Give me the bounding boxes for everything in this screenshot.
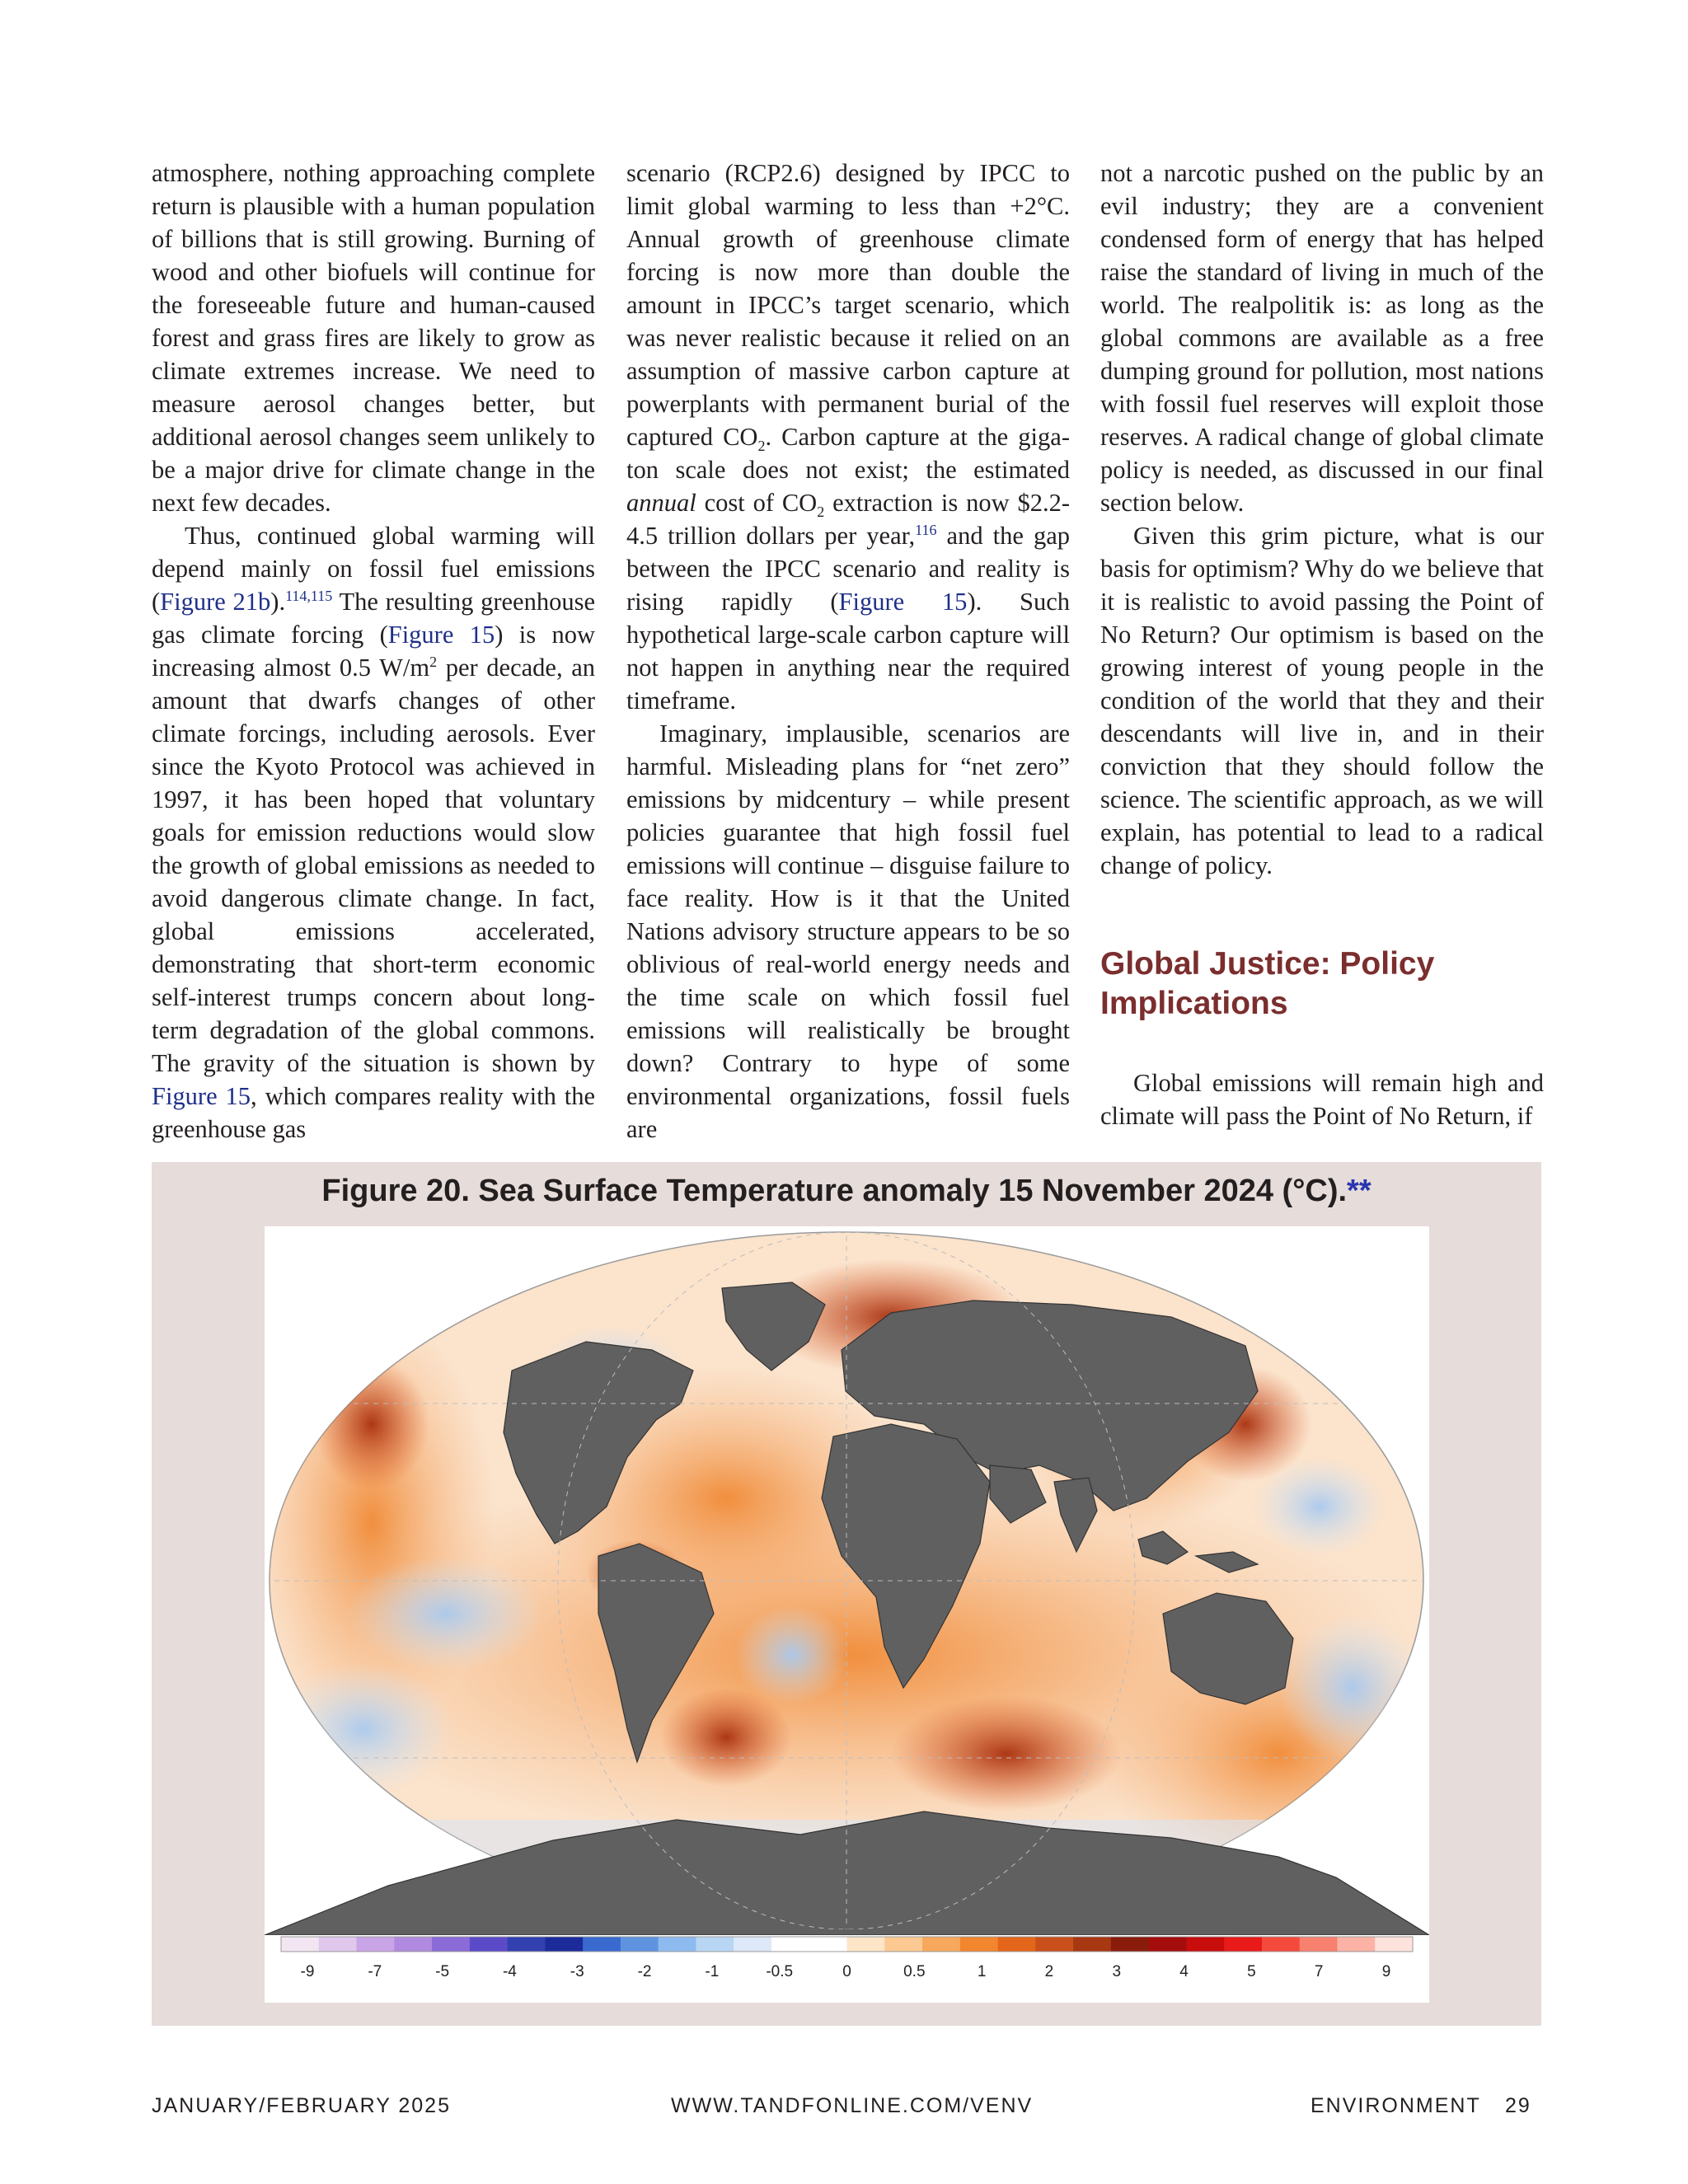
colorbar-swatches [281, 1937, 1414, 1952]
footer-url[interactable]: WWW.TANDFONLINE.COM/VENV [671, 2094, 1034, 2117]
figure-15-link[interactable]: Figure 15 [152, 1082, 251, 1110]
colorbar-swatch [1337, 1937, 1375, 1952]
colorbar-tick-label: 4 [1179, 1963, 1189, 1980]
colorbar-swatch [508, 1937, 546, 1952]
colorbar-tick-label: -9 [300, 1963, 315, 1980]
colorbar-swatch [809, 1937, 847, 1952]
colorbar-tick-label: 0.5 [903, 1963, 926, 1980]
colorbar-tick-label: -0.5 [766, 1963, 794, 1980]
colorbar [274, 1935, 1419, 1985]
text-run: cost of CO [696, 489, 818, 517]
footer-page-number: 29 [1505, 2094, 1531, 2117]
superscript: 2 [429, 653, 438, 670]
text-run: per decade, an amount that dwarfs changes of other climate forcings, including aerosols. Ever since the Kyoto Protocol was achieved in 1997, it has been hoped that voluntary goals for emission reductions would slow the growth of global emissions as needed to avoid dangerous climate change. In fact, global emissions accelerated, demonstrating that short-term economic self-interest trumps concern about long-term degradation of the global commons. The gravity of the situation is shown by [152, 654, 595, 1077]
colorbar-swatch [884, 1937, 922, 1952]
colorbar-tick-label: 0 [842, 1963, 851, 1980]
paragraph: not a narcotic pushed on the public by an evil industry; they are a convenient condensed form of energy that has helped raise the standard of living in much of the world. The realpolitik is: as long as the global commons are available as a free dumping ground for pollution, most nations with fossil fuel reserves will exploit those reserves. A radical change of global climate policy is needed, as discussed in our final section below. [1100, 159, 1544, 517]
paragraph: atmosphere, nothing approaching complete return is plausible with a human population of billions that is still growing. Burning of wood and other biofuels will continue for the foreseeable future and human-caused forest and grass fires are likely to grow as climate extremes increase. We need to measure aerosol changes better, but additional aerosol changes seem unlikely to be a major drive for climate change in the next few decades. [152, 159, 595, 517]
paragraph: Given this grim picture, what is our basis for optimism? Why do we believe that it is realistic to avoid passing the Point of No Return? Our optimism is based on the growing interest of young people in the condition of the world that they and their descendants will live in, and in their conviction that they should follow the science. The scientific approach, as we will explain, has potential to lead to a radical change of policy. [1100, 522, 1544, 879]
colorbar-swatch [998, 1937, 1036, 1952]
colorbar-swatch [771, 1937, 809, 1952]
text-run: Thus, continued global warming will depend mainly on fossil fuel emissions ( [152, 522, 595, 616]
colorbar-tick-label: 9 [1381, 1963, 1391, 1980]
footer-journal: ENVIRONMENT [1311, 2094, 1481, 2117]
colorbar-swatch [432, 1937, 470, 1952]
colorbar-swatch [470, 1937, 508, 1952]
text-run: The resulting greenhouse gas climate forcing ( [152, 588, 595, 649]
colorbar-swatch [621, 1937, 659, 1952]
world-map [265, 1226, 1429, 1935]
colorbar-tick-label: -1 [705, 1963, 720, 1980]
emphasis: annual [626, 489, 696, 517]
section-heading: Global Justice: Policy Implications [1100, 946, 1435, 1021]
colorbar-swatch [847, 1937, 885, 1952]
colorbar-tick-label: -3 [570, 1963, 584, 1980]
colorbar-ticks [301, 1963, 1391, 1980]
colorbar-swatch [357, 1937, 395, 1952]
footnote-ref[interactable]: 116 [915, 521, 937, 538]
colorbar-swatch [659, 1937, 696, 1952]
colorbar-swatch [545, 1937, 583, 1952]
colorbar-swatch [922, 1937, 960, 1952]
text-column-1 [152, 157, 595, 1146]
figure-15-link[interactable]: Figure 15 [838, 588, 968, 616]
text-column-2 [626, 157, 1070, 1146]
colorbar-swatch [696, 1937, 734, 1952]
paragraph: Global emissions will remain high and climate will pass the Point of No Return, if [1100, 1069, 1544, 1130]
text-run: and the gap between the IPCC scenario and reality is rising rapidly ( [626, 522, 1070, 616]
colorbar-tick-label: 5 [1247, 1963, 1256, 1980]
colorbar-swatch [319, 1937, 357, 1952]
colorbar-swatch [1300, 1937, 1338, 1952]
colorbar-tick-label: -4 [502, 1963, 517, 1980]
colorbar-swatch [1375, 1937, 1413, 1952]
figure-21b-link[interactable]: Figure 21b [160, 588, 271, 616]
text-run: , which compares reality with the greenhouse gas [152, 1082, 595, 1143]
colorbar-swatch [1035, 1937, 1073, 1952]
text-column-3 [1100, 157, 1544, 1132]
colorbar-swatch [734, 1937, 771, 1952]
text-run: extraction is now $2.2-4.5 trillion dollars per year, [626, 489, 1070, 550]
colorbar-tick-label: -2 [637, 1963, 652, 1980]
subscript: 2 [757, 438, 766, 455]
text-run: ). Such hypothetical large-scale carbon capture will not happen in anything near the required timeframe. [626, 588, 1070, 715]
colorbar-tick-label: 2 [1044, 1963, 1054, 1980]
colorbar-swatch [1262, 1937, 1300, 1952]
colorbar-swatch [394, 1937, 432, 1952]
text-run: scenario (RCP2.6) designed by IPCC to limit global warming to less than +2°C. Annual growth of greenhouse climate forcing is now more than double the amount in IPCC’s target scenario, which was never realistic because it relied on an assumption of massive carbon capture at powerplants with permanent burial of the captured CO [626, 159, 1070, 451]
footnote-ref[interactable]: 114,115 [285, 587, 333, 604]
text-run: . Carbon capture at the giga-ton scale does not exist; the estimated [626, 423, 1070, 484]
paragraph: Imaginary, implausible, scenarios are harmful. Misleading plans for “net zero” emissions by midcentury – while present policies guarantee that high fossil fuel emissions will continue – disguise failure to face reality. How is it that the United Nations advisory structure appears to be so oblivious of real-world energy needs and the time scale on which fossil fuel emissions will realistically be brought down? Contrary to hype of some environmental organizations, fossil fuels are [626, 719, 1070, 1143]
caption-text: Figure 20. Sea Surface Temperature anomaly 15 November 2024 (°C). [321, 1174, 1348, 1208]
figure-caption [152, 1174, 1541, 1209]
colorbar-swatch [1073, 1937, 1111, 1952]
colorbar-tick-label: -5 [435, 1963, 450, 1980]
colorbar-tick-label: -7 [368, 1963, 382, 1980]
sst-anomaly-map [265, 1226, 1429, 2003]
figure-15-link[interactable]: Figure 15 [387, 621, 495, 649]
colorbar-tick-label: 3 [1112, 1963, 1122, 1980]
caption-note-marker[interactable]: ** [1347, 1174, 1372, 1208]
colorbar-swatch [960, 1937, 998, 1952]
colorbar-swatch [1149, 1937, 1187, 1952]
colorbar-swatch [1111, 1937, 1149, 1952]
colorbar-swatch [1224, 1937, 1262, 1952]
text-run: ) is now increasing almost 0.5 W/m [152, 621, 595, 682]
colorbar-swatch [281, 1937, 319, 1952]
text-run: ). [270, 588, 286, 616]
figure-20 [152, 1162, 1541, 2026]
colorbar-tick-label: 1 [977, 1963, 987, 1980]
subscript: 2 [817, 504, 825, 521]
paragraph [152, 519, 595, 1146]
footer-issue: JANUARY/FEBRUARY 2025 [152, 2094, 451, 2117]
colorbar-swatch [1186, 1937, 1224, 1952]
colorbar-tick-label: 7 [1314, 1963, 1324, 1980]
paragraph [626, 157, 1070, 717]
colorbar-swatch [583, 1937, 621, 1952]
